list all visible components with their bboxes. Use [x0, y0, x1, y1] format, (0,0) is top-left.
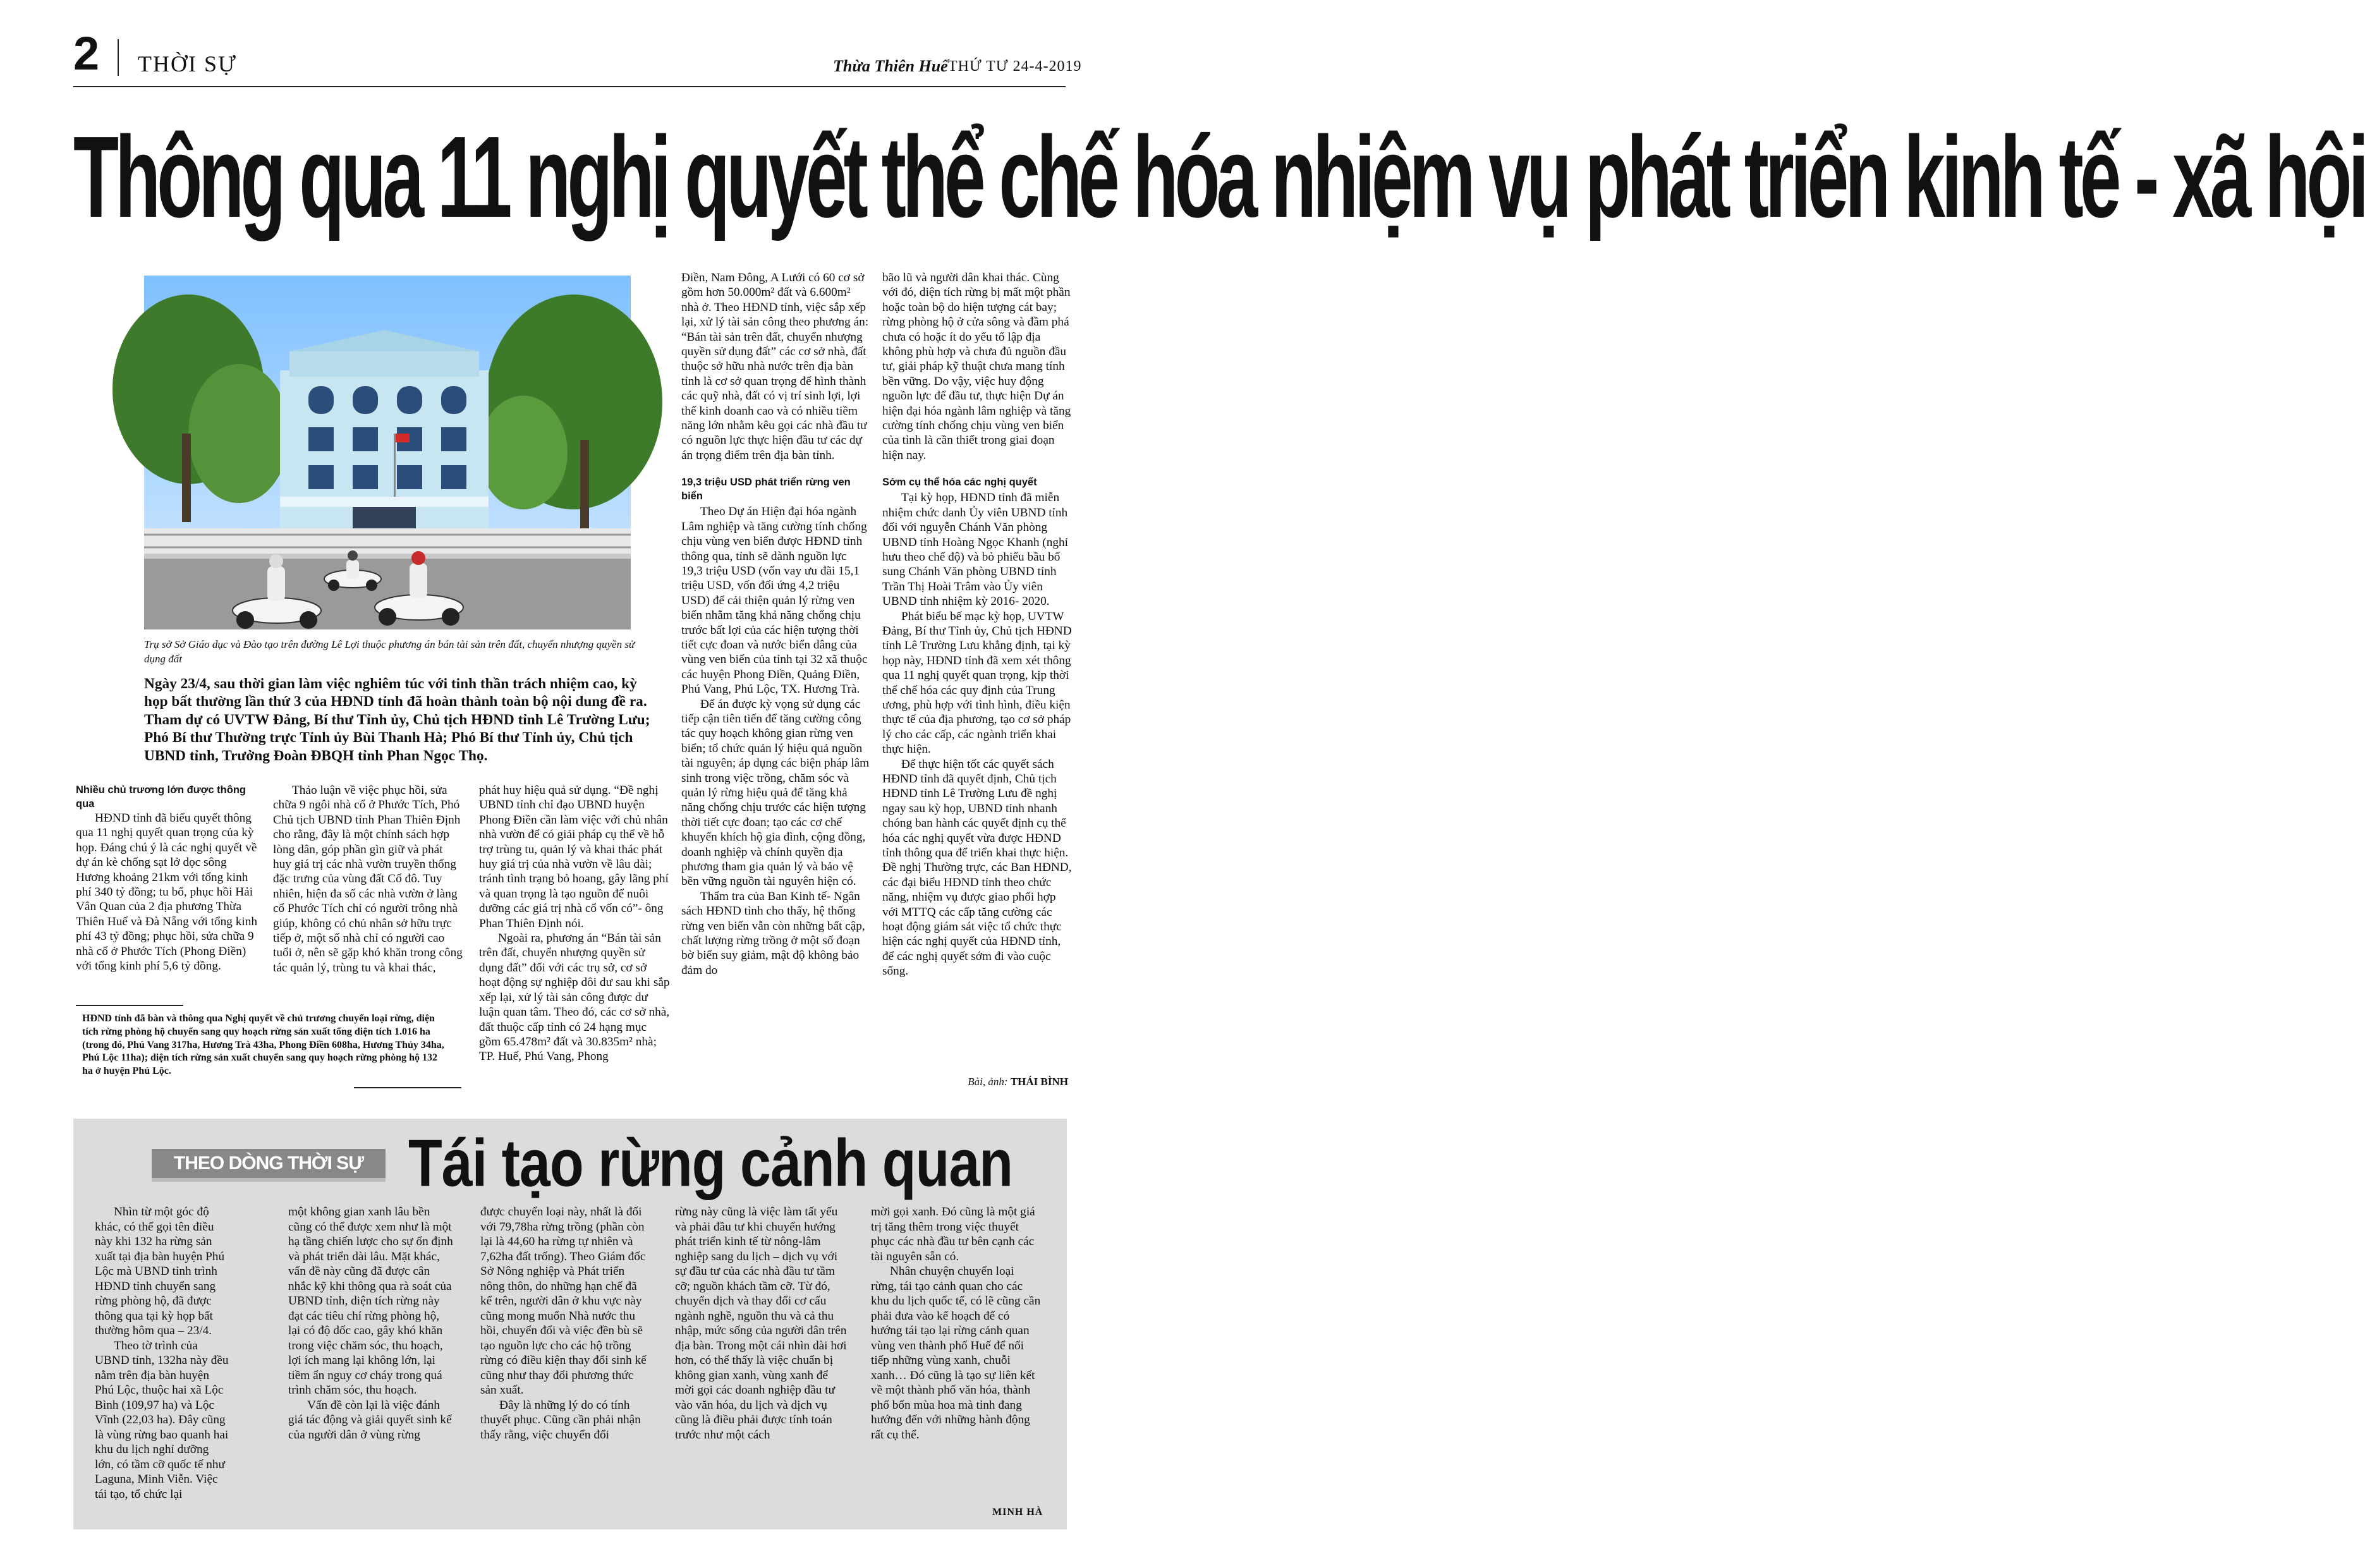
subheading-3: Sớm cụ thể hóa các nghị quyết: [882, 477, 1037, 489]
article-photo: [144, 276, 631, 629]
highlight-note: HĐND tỉnh đã bàn và thông qua Nghị quyết về chủ trương chuyển loại rừng, diện tích rừng phòng hộ chuyển sang quy hoạch rừng sản xuất tổng diện tích 1.016 ha (trong đó, Phú Vang 317ha, Hương Trà 43ha, Phong Điền 608ha, Hương Thủy 34ha, Phú Lộc 11ha); diện tích rừng sản xuất chuyển sang quy hoạch rừng phòng hộ 132 ha ở huyện Phú Lộc.: [82, 1013, 444, 1077]
paragraph: Nhìn từ một góc độ khác, có thể gọi tên điều này khi 132 ha rừng sản xuất tại địa bàn huyện Phú Lộc mà UBND tỉnh trình HĐND tỉnh chuyển sang rừng phòng hộ, đã được thông qua tại kỳ họp bất thường hôm qua – 23/4.: [95, 1205, 225, 1337]
article-column-3: [479, 783, 670, 1064]
paragraph: Để án được kỳ vọng sử dụng các tiếp cận tiên tiến để tăng cường công tác quy hoạch không gian rừng ven biển; tổ chức quản lý hiệu quả nguồn tài nguyên; áp dụng các biện pháp lâm sinh trong việc trồng, chăm sóc và quản lý rừng hiệu quả để tăng khả năng chống chịu trước các hiện tượng thời tiết cực đoan; tạo các cơ chế khuyến khích hộ gia đình, cộng đồng, doanh nghiệp và chính quyền địa phương tham gia quản lý và bảo vệ bền vững nguồn tài nguyên hiện có.: [681, 697, 870, 889]
article-column-4: [681, 270, 871, 978]
issue-date: THỨ TƯ 24-4-2019: [948, 58, 1082, 75]
commentary-column-1: [95, 1205, 229, 1502]
byline-label: Bài, ảnh:: [968, 1076, 1008, 1088]
column-rule: [76, 1005, 183, 1006]
paragraph: Thẩm tra của Ban Kinh tế- Ngân sách HĐND tỉnh cho thấy, hệ thống rừng ven biển vẫn còn những bất cập, chất lượng rừng trồng ở một số đoạn bờ biển suy giảm, mật độ không bảo đảm do: [681, 889, 865, 977]
paragraph: Điền, Nam Đông, A Lưới có 60 cơ sở gồm hơn 50.000m² đất và 6.600m² nhà ở. Theo HĐND tỉnh, việc sắp xếp lại, xử lý tài sản công theo phương án: “Bán tài sản trên đất, chuyển nhượng quyền sử dụng đất” các cơ sở nhà, đất thuộc sở hữu nhà nước trên địa bàn tỉnh là cơ sở quan trọng để hình thành các quỹ nhà, đất có vị trí sinh lợi, lợi thế kinh doanh cao và có nhiều tiềm năng lớn nhằm kêu gọi các nhà đầu tư có nguồn lực thực hiện đầu tư các dự án trọng điểm trên địa bàn tỉnh.: [681, 271, 869, 462]
building-photo-illustration: [144, 276, 631, 629]
article-lead: Ngày 23/4, sau thời gian làm việc nghiêm túc với tinh thần trách nhiệm cao, kỳ họp bất thường lần thứ 3 của HĐND tỉnh đã hoàn thành toàn bộ nội dung đề ra. Tham dự có UVTW Đảng, Bí thư Tỉnh ủy, Chủ tịch HĐND tỉnh Lê Trường Lưu; Phó Bí thư Thường trực Tỉnh ủy Bùi Thanh Hà; Phó Bí thư Tỉnh ủy, Chủ tịch UBND tỉnh, Trưởng Đoàn ĐBQH tỉnh Phan Ngọc Thọ.: [144, 676, 650, 764]
paragraph: Tại kỳ họp, HĐND tỉnh đã miễn nhiệm chức danh Ủy viên UBND tỉnh đối với nguyễn Chánh Văn phòng UBND tỉnh Hoàng Ngọc Khanh (nghỉ hưu theo chế độ) và bỏ phiếu bầu bổ sung Chánh Văn phòng UBND tỉnh Trần Thị Hoài Trâm vào Ủy viên UBND tỉnh nhiệm kỳ 2016- 2020.: [882, 491, 1069, 609]
main-headline: Thông qua 11 nghị quyết thể chế hóa nhiệm vụ phát triển kinh tế - xã hội: [73, 112, 2365, 243]
paragraph: Nhân chuyện chuyển loại rừng, tái tạo cảnh quan cho các khu du lịch quốc tế, có lẽ cũng cần phải đưa vào kế hoạch để có hướng tái tạo lại rừng cảnh quan vùng ven thành phố Huế để nối tiếp những vùng xanh, chuỗi xanh… Đó cũng là tạo sự liên kết về một thành phố văn hóa, thành phố bốn mùa hoa mà tỉnh đang hướng đến với những hành động rất cụ thể.: [871, 1265, 1041, 1442]
paragraph: HĐND tỉnh đã biểu quyết thông qua 11 nghị quyết quan trọng của kỳ họp. Đáng chú ý là các nghị quyết về dự án kè chống sạt lở dọc sông Hương khoảng 21km với tổng kinh phí 340 tỷ đồng; tu bổ, phục hồi Hải Vân Quan của 2 địa phương Thừa Thiên Huế và Đà Nẵng với tổng kinh phí 43 tỷ đồng; phục hồi, sửa chữa 9 nhà cổ ở Phước Tích (Phong Điền) với tổng kinh phí 5,6 tỷ đồng.: [76, 811, 258, 973]
paragraph: Phát biểu bế mạc kỳ họp, UVTW Đảng, Bí thư Tỉnh ủy, Chủ tịch HĐND tỉnh Lê Trường Lưu khẳng định, tại kỳ họp này, HĐND tỉnh đã xem xét thông qua 11 nghị quyết quan trọng, kịp thời thể chế hóa các quy định của Trung ương, phù hợp với tình hình, điều kiện thực tế của địa phương, tạo cơ sở pháp lý cho các cấp, các ngành triển khai thực hiện.: [882, 609, 1072, 757]
paragraph: được chuyển loại này, nhất là đối với 79,78ha rừng trồng (phần còn lại là 44,60 ha rừng tự nhiên và 7,62ha đất trống). Theo Giám đốc Sở Nông nghiệp và Phát triển nông thôn, do những hạn chế đã kể trên, người dân ở khu vực này cũng mong muốn Nhà nước thu hồi, chuyển đổi và việc đền bù sẽ tạo nguồn lực cho các hộ trồng rừng có điều kiện thay đổi sinh kế cũng như thay đổi phương thức sản xuất.: [480, 1205, 647, 1397]
page-number: 2: [73, 27, 100, 80]
paragraph: rừng này cũng là việc làm tất yếu và phải đầu tư khi chuyển hướng phát triển kinh tế từ nông-lâm nghiệp sang du lịch – dịch vụ với sự đầu tư của các nhà đầu tư tầm cỡ; nguồn khách tầm cỡ. Từ đó, chuyển dịch và thay đổi cơ cấu ngành nghề, nguồn thu và cả thu nhập, mức sống của người dân trên địa bàn. Trong một cái nhìn dài hơi hơn, có thể thấy là việc chuẩn bị không gian xanh, vùng xanh để mời gọi các doanh nghiệp đầu tư vào văn hóa, du lịch và dịch vụ cũng là điều phải được tính toán trước như một cách: [675, 1205, 847, 1442]
paragraph: Theo tờ trình của UBND tỉnh, 132ha này đều nằm trên địa bàn huyện Phú Lộc, thuộc hai xã Lộc Bình (109,97 ha) và Lộc Vĩnh (22,03 ha). Đây cũng là vùng rừng bao quanh hai khu du lịch nghỉ dưỡng lớn, có tầm cỡ quốc tế như Laguna, Minh Viễn. Việc tái tạo, tổ chức lại: [95, 1339, 229, 1501]
paragraph: mời gọi xanh. Đó cũng là một giá trị tăng thêm trong việc thuyết phục các nhà đầu tư bên cạnh các tài nguyên sẵn có.: [871, 1205, 1035, 1263]
paragraph: Để thực hiện tốt các quyết sách HĐND tỉnh đã quyết định, Chủ tịch HĐND tỉnh Lê Trường Lưu đề nghị ngay sau kỳ họp, UBND tỉnh nhanh chóng ban hành các quyết định cụ thể hóa các nghị quyết vừa được HĐND tỉnh thông qua để triển khai thực hiện. Đề nghị Thường trực, các Ban HĐND, các đại biểu HĐND tỉnh theo chức năng, nhiệm vụ được giao phối hợp với MTTQ các cấp tăng cường các hoạt động giám sát việc tổ chức thực hiện các nghị quyết của HĐND tỉnh, để các nghị quyết sớm đi vào cuộc sống.: [882, 757, 1072, 978]
article-column-2: [273, 783, 463, 975]
byline: [841, 1076, 1068, 1088]
paragraph: Vấn đề còn lại là việc đánh giá tác động và giải quyết sinh kế của người dân ở vùng rừng: [288, 1398, 452, 1442]
paragraph: Theo Dự án Hiện đại hóa ngành Lâm nghiệp và tăng cường tính chống chịu vùng ven biển được HĐND tỉnh thông qua, tỉnh sẽ dành nguồn lực 19,3 triệu USD (vốn vay ưu đãi 15,1 triệu USD, vốn đối ứng 4,2 triệu USD) để cải thiện quản lý rừng ven biển nhằm tăng khả năng chống chịu trước bất lợi của các hiện tượng thời tiết cực đoan và nước biển dâng của vùng ven biển của tỉnh tại 32 xã thuộc các huyện Phong Điền, Quảng Điền, Phú Vang, Phú Lộc, TX. Hương Trà.: [681, 505, 868, 696]
paragraph: phát huy hiệu quả sử dụng. “Đề nghị UBND tỉnh chỉ đạo UBND huyện Phong Điền cần làm việc với chủ nhân nhà vườn để có giải pháp cụ thể về hỗ trợ trùng tu, quản lý và khai thác phát huy giá trị của nhà vườn về lâu dài; tránh tình trạng bỏ hoang, gây lãng phí và quan trọng là tạo nguồn để nuôi dưỡng các giá trị nhà cổ vốn có”- ông Phan Thiên Định nói.: [479, 784, 669, 930]
paragraph: bão lũ và người dân khai thác. Cùng với đó, diện tích rừng bị mất một phần hoặc toàn bộ do hiện tượng cát bay; rừng phòng hộ ở cửa sông và đầm phá chưa có hoặc ít do yếu tố lập địa không phù hợp và chưa đủ nguồn đầu tư, giải pháp kỹ thuật chưa mang tính bền vững. Do vậy, việc huy động nguồn lực để đầu tư, thực hiện Dự án hiện đại hóa ngành lâm nghiệp và tăng cường tính chống chịu vùng ven biển của tỉnh là cần thiết trong giai đoạn hiện nay.: [882, 271, 1071, 462]
publication-name: Thừa Thiên Huế: [833, 57, 948, 75]
commentary-column-5: [871, 1205, 1043, 1442]
paragraph: một không gian xanh lâu bền cũng có thể được xem như là một hạ tầng chiến lược cho sự ổn định và phát triển dài lâu. Mặt khác, vấn đề này cũng đã được cân nhắc kỹ khi thông qua rà soát của UBND tỉnh, diện tích rừng này đạt các tiêu chí rừng phòng hộ, lại có độ dốc cao, gây khó khăn trong việc chăm sóc, thu hoạch, lợi ích mang lại không lớn, lại tiềm ẩn nguy cơ cháy trong quá trình chăm sóc, thu hoạch.: [288, 1205, 453, 1397]
commentary-signature: MINH HÀ: [992, 1507, 1043, 1517]
section-name: THỜI SỰ: [138, 51, 237, 76]
commentary-column-2: [288, 1205, 454, 1442]
commentary-tag-underline: [152, 1178, 386, 1182]
note-rule: [354, 1087, 461, 1088]
commentary-column-4: [675, 1205, 847, 1442]
article-column-1: [76, 783, 259, 973]
photo-caption: Trụ sở Sở Giáo dục và Đào tạo trên đường Lê Lợi thuộc phương án bán tài sản trên đất, chuyển nhượng quyền sử dụng đất: [144, 638, 635, 665]
article-column-5: [882, 270, 1072, 979]
commentary-headline: Tái tạo rừng cảnh quan: [408, 1125, 1013, 1201]
paragraph: Ngoài ra, phương án “Bán tài sản trên đất, chuyển nhượng quyền sử dụng đất” đối với các trụ sở, cơ sở hoạt động sự nghiệp dôi dư sau khi sắp xếp lại, xử lý tài sản công được dư luận quan tâm. Theo đó, các cơ sở nhà, đất thuộc cấp tỉnh có 24 hạng mục gồm 65.478m² đất và 30.835m² nhà; TP. Huế, Phú Vang, Phong: [479, 932, 670, 1064]
subheading-2: 19,3 triệu USD phát triển rừng ven biển: [681, 477, 851, 502]
byline-author: THÁI BÌNH: [1010, 1076, 1068, 1088]
subheading-1: Nhiều chủ trương lớn được thông qua: [76, 784, 246, 810]
commentary-column-3: [480, 1205, 651, 1442]
paragraph: Thảo luận về việc phục hồi, sửa chữa 9 ngôi nhà cổ ở Phước Tích, Phó Chủ tịch UBND tỉnh Phan Thiên Định cho rằng, đây là một chính sách hợp lòng dân, góp phần gìn giữ và phát huy giá trị các nhà vườn truyền thống đặc trưng của vùng đất Cố đô. Tuy nhiên, hiện đa số các nhà vườn ở làng cổ Phước Tích chỉ có người trông nhà giúp, không có chủ nhân sở hữu trực tiếp ở, một số nhà chỉ có người cao tuổi ở, nên sẽ gặp khó khăn trong công tác quản lý, trùng tu và khai thác,: [273, 784, 463, 975]
paragraph: Đây là những lý do có tính thuyết phục. Cũng cần phải nhận thấy rằng, việc chuyển đổi: [480, 1398, 641, 1442]
commentary-tag: THEO DÒNG THỜI SỰ: [152, 1149, 386, 1178]
